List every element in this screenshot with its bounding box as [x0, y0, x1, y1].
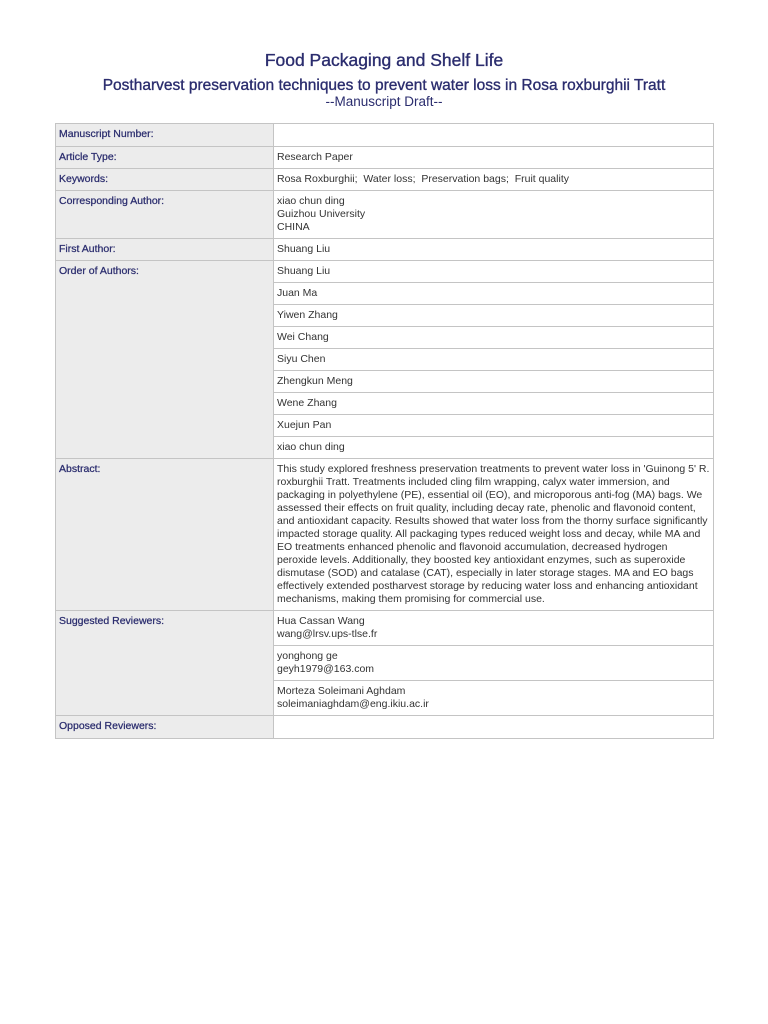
corresponding-author-label: Corresponding Author: — [56, 191, 274, 239]
corresponding-author-value — [274, 191, 714, 239]
author-item: Zhengkun Meng — [274, 371, 714, 393]
reviewer-email: wang@lrsv.ups-tlse.fr — [277, 628, 378, 640]
reviewer-row — [56, 611, 714, 646]
reviewer-item — [274, 681, 714, 716]
author-item: Xuejun Pan — [274, 415, 714, 437]
paper-title: Postharvest preservation techniques to prevent water loss in Rosa roxburghii Tratt — [102, 77, 666, 94]
article-type-value: Research Paper — [274, 147, 714, 169]
reviewer-name: Hua Cassan Wang — [277, 615, 365, 627]
reviewer-item — [274, 611, 714, 646]
manuscript-number-label: Manuscript Number: — [56, 124, 274, 147]
reviewer-email: geyh1979@163.com — [277, 663, 375, 675]
reviewer-name: yonghong ge — [277, 650, 338, 662]
author-item: Yiwen Zhang — [274, 305, 714, 327]
abstract-text: This study explored freshness preservation treatments to prevent water loss in 'Guinong 5' R. roxburghii Tratt. Treatments included cling film wrapping, calyx water immersion, and packaging in polyethylene (PE), essential oil (EO), and microporous anti-fog (MA) bags. We assessed their effects on fruit quality, including decay rate, phenolic and flavonoid content, and antioxidant capacity. Results showed that water loss from the thorny surface significantly impacted storage quality. All packaging types reduced weight loss and decay, while MA and EO treatments enhanced phenolic and flavonoid accumulation, decreased hydrogen peroxide levels. Additionally, they boosted key antioxidant enzymes, such as superoxide dismutase (SOD) and catalase (CAT), especially in later storage stages. MA and EO bags effectively extended postharvest storage by reducing water loss and enhancing antioxidant mechanisms, making them promising for commercial use. — [277, 463, 710, 605]
keywords-value: Rosa Roxburghii; Water loss; Preservation bags; Fruit quality — [274, 169, 714, 191]
journal-title: Food Packaging and Shelf Life — [264, 50, 504, 70]
article-type-row — [56, 147, 714, 169]
corresponding-author-row — [56, 191, 714, 239]
article-type-label: Article Type: — [56, 147, 274, 169]
first-author-value: Shuang Liu — [274, 239, 714, 261]
opposed-reviewers-row — [56, 716, 714, 739]
corresponding-author-name: xiao chun ding — [277, 195, 345, 207]
manuscript-metadata-table — [55, 123, 714, 739]
author-item: Juan Ma — [274, 283, 714, 305]
order-of-authors-label: Order of Authors: — [56, 261, 274, 459]
author-item: Wei Chang — [274, 327, 714, 349]
corresponding-author-country: CHINA — [277, 221, 310, 233]
author-item: Shuang Liu — [274, 261, 714, 283]
corresponding-author-institution: Guizhou University — [277, 208, 366, 220]
manuscript-draft-label: --Manuscript Draft-- — [325, 94, 443, 109]
opposed-reviewers-label: Opposed Reviewers: — [56, 716, 274, 739]
first-author-label: First Author: — [56, 239, 274, 261]
manuscript-number-value — [274, 124, 714, 147]
opposed-reviewers-value — [274, 716, 714, 739]
keywords-label: Keywords: — [56, 169, 274, 191]
reviewer-item — [274, 646, 714, 681]
abstract-label: Abstract: — [56, 459, 274, 611]
author-item: Wene Zhang — [274, 393, 714, 415]
first-author-row — [56, 239, 714, 261]
keywords-row — [56, 169, 714, 191]
reviewer-email: soleimaniaghdam@eng.ikiu.ac.ir — [277, 698, 429, 710]
suggested-reviewers-label: Suggested Reviewers: — [56, 611, 274, 716]
reviewer-name: Morteza Soleimani Aghdam — [277, 685, 406, 697]
author-row — [56, 261, 714, 283]
abstract-row — [56, 459, 714, 611]
abstract-value — [274, 459, 714, 611]
manuscript-number-row — [56, 124, 714, 147]
author-item: xiao chun ding — [274, 437, 714, 459]
author-item: Siyu Chen — [274, 349, 714, 371]
